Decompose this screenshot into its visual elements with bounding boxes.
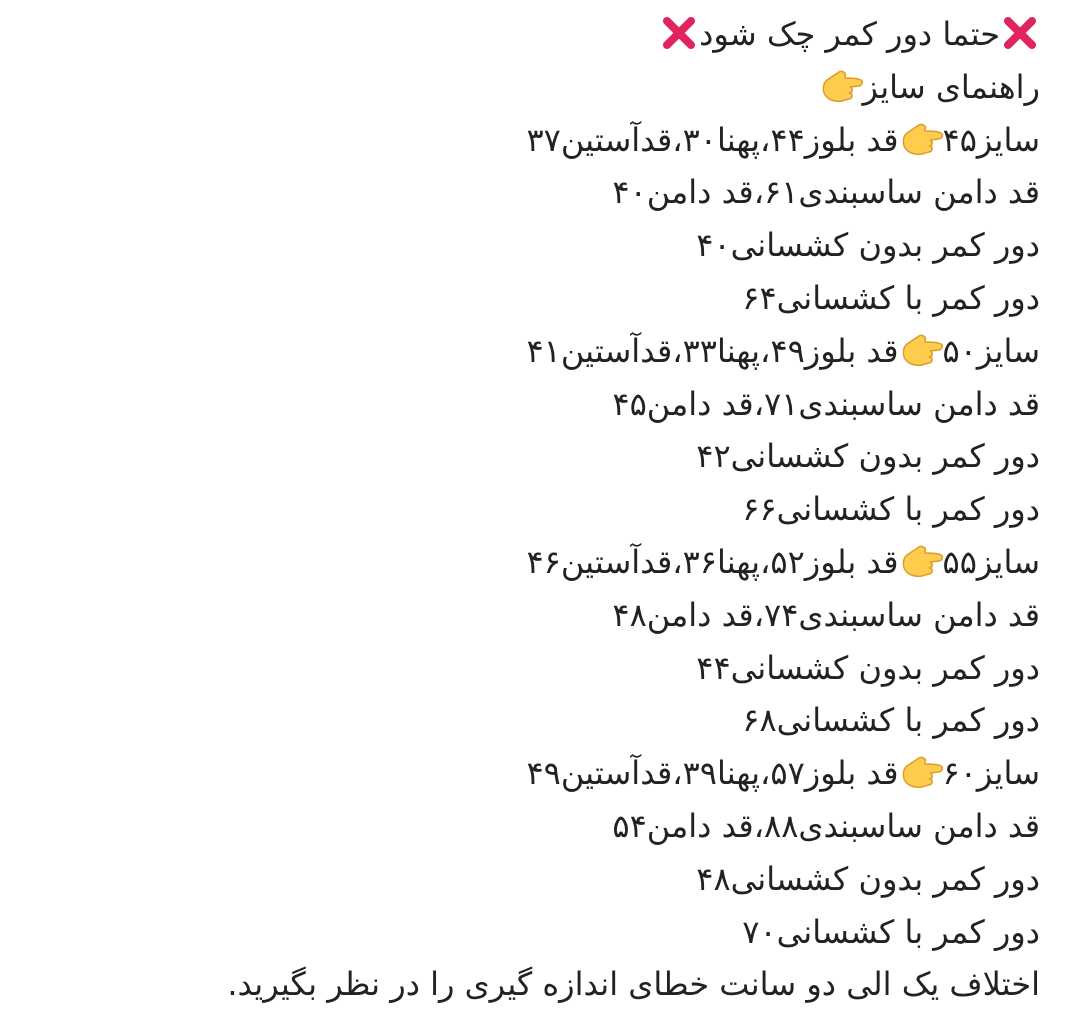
- size-label: سایز۵۵: [942, 542, 1040, 581]
- size-header-line: [20, 114, 1040, 167]
- backhand-pointing-hand-icon: [899, 752, 943, 792]
- warning-line: [20, 8, 1040, 61]
- waist-elastic: دور کمر با کشسانی۶۶: [742, 490, 1040, 529]
- size-label: سایز۴۵: [942, 120, 1040, 159]
- warning-text: حتما دور کمر چک شود: [699, 15, 1000, 53]
- top-measurements: قد بلوز۴۹،پهنا۳۳،قدآستین۴۱: [526, 331, 899, 370]
- top-measurements: قد بلوز۵۲،پهنا۳۶،قدآستین۴۶: [526, 542, 899, 581]
- guide-title-line: [20, 61, 1040, 114]
- skirt-measurements: قد دامن ساسبندی۷۴،قد دامن۴۸: [612, 595, 1040, 634]
- footer-note: اختلاف یک الی دو سانت خطای اندازه گیری را در نظر بگیرید.: [227, 965, 1040, 1004]
- size-header-line: [20, 747, 1040, 800]
- cross-mark-icon: [659, 13, 699, 53]
- waist-elastic: دور کمر با کشسانی۶۸: [742, 701, 1040, 740]
- waist-elastic: دور کمر با کشسانی۶۴: [742, 278, 1040, 317]
- waist-no-elastic: دور کمر بدون کشسانی۴۴: [696, 648, 1040, 687]
- waist-no-elastic: دور کمر بدون کشسانی۴۸: [696, 859, 1040, 898]
- backhand-pointing-hand-icon: [819, 66, 863, 106]
- skirt-measurements: قد دامن ساسبندی۸۸،قد دامن۵۴: [612, 806, 1040, 845]
- waist-no-elastic: دور کمر بدون کشسانی۴۲: [696, 437, 1040, 476]
- size-label: سایز۵۰: [942, 331, 1040, 370]
- cross-mark-icon: [1000, 13, 1040, 53]
- size-header-line: [20, 536, 1040, 589]
- waist-elastic: دور کمر با کشسانی۷۰: [742, 912, 1040, 951]
- size-label: سایز۶۰: [942, 754, 1040, 793]
- backhand-pointing-hand-icon: [899, 541, 943, 581]
- top-measurements: قد بلوز۴۴،پهنا۳۰،قدآستین۳۷: [526, 120, 899, 159]
- top-measurements: قد بلوز۵۷،پهنا۳۹،قدآستین۴۹: [526, 754, 899, 793]
- backhand-pointing-hand-icon: [899, 330, 943, 370]
- skirt-measurements: قد دامن ساسبندی۷۱،قد دامن۴۵: [612, 384, 1040, 423]
- waist-no-elastic: دور کمر بدون کشسانی۴۰: [696, 226, 1040, 265]
- post-text: [20, 8, 1040, 1011]
- backhand-pointing-hand-icon: [899, 119, 943, 159]
- skirt-measurements: قد دامن ساسبندی۶۱،قد دامن۴۰: [612, 173, 1040, 212]
- size-header-line: [20, 325, 1040, 378]
- guide-title: راهنمای سایز: [862, 67, 1040, 106]
